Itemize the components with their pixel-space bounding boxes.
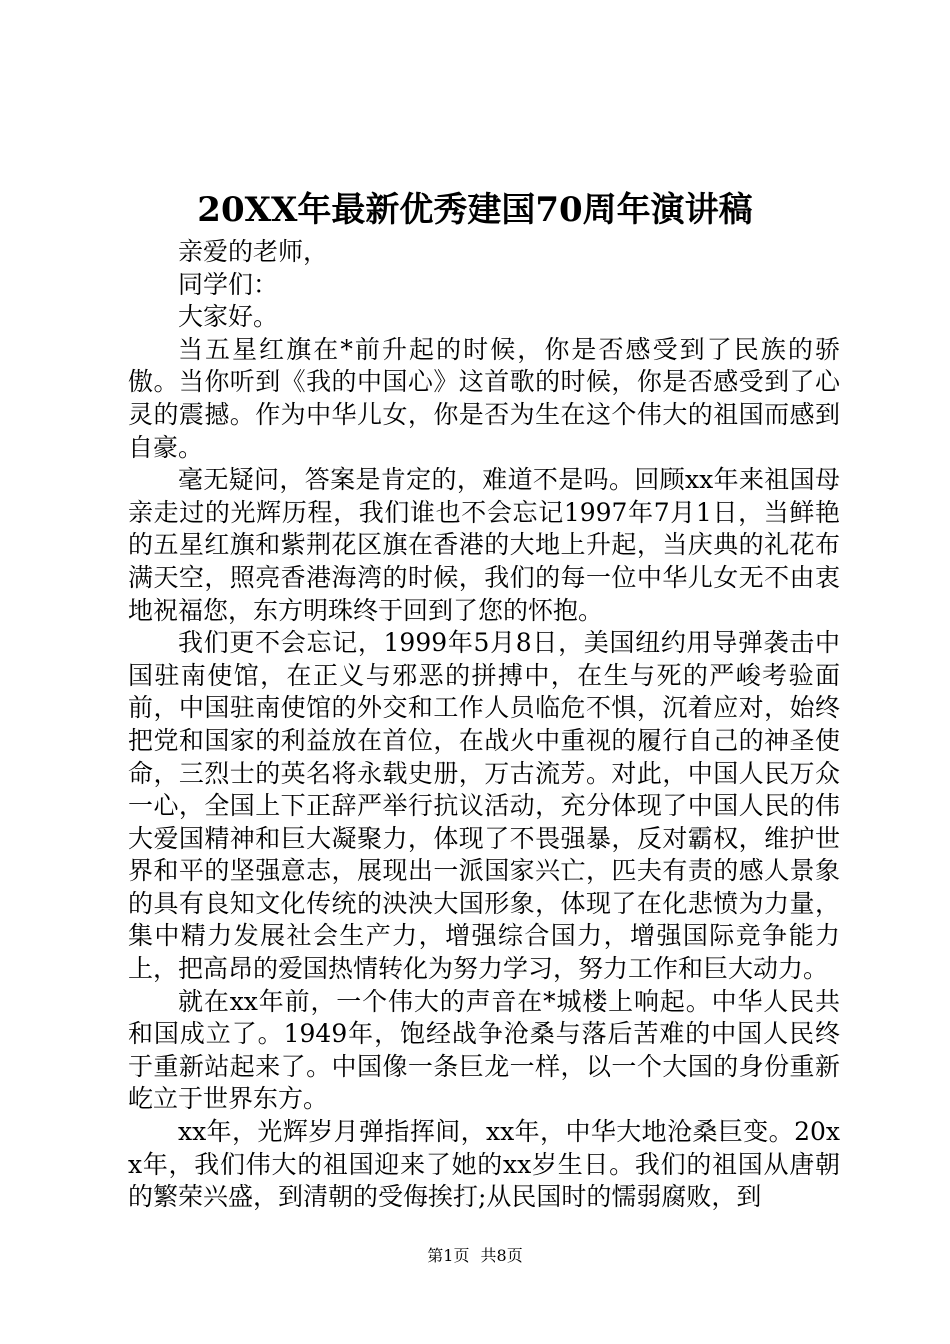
paragraph-embassy: 我们更不会忘记，1999年5月8日，美国纽约用导弹袭击中国驻南使馆，在正义与邪恶的拼搏中，在生与死的严峻考验面前，中国驻南使馆的外交和工作人员临危不惧，沉着应对，始终把党和国家的利益放在首位，在战火中重视的履行自己的神圣使命，三烈士的英名将永载史册，万古流芳。对此，中国人民万众一心，全国上下正辞严举行抗议活动，充分体现了中国人民的伟大爱国精神和巨大凝聚力，体现了不畏强暴，反对霸权，维护世界和平的坚强意志，展现出一派国家兴亡，匹夫有责的感人景象的具有良知文化传统的泱泱大国形象，体现了在化悲愤为力量，集中精力发展社会生产力，增强综合国力，增强国际竞争能力上，把高昂的爱国热情转化为努力学习，努力工作和巨大动力。 (128, 628, 840, 984)
page-total: 共8页 (480, 1246, 523, 1265)
paragraph-hongkong: 毫无疑问，答案是肯定的，难道不是吗。回顾xx年来祖国母亲走过的光辉历程，我们谁也不会忘记1997年7月1日，当鲜艳的五星红旗和紫荆花区旗在香港的大地上升起，当庆典的礼花布满天空，照亮香港海湾的时候，我们的每一位中华儿女无不由衷地祝福您，东方明珠终于回到了您的怀抱。 (128, 465, 840, 625)
paragraph-founding: 就在xx年前，一个伟大的声音在*城楼上响起。中华人民共和国成立了。1949年，饱经战争沧桑与落后苦难的中国人民终于重新站起来了。中国像一条巨龙一样，以一个大国的身份重新屹立于世界东方。 (128, 986, 840, 1114)
paragraph-greeting-students: 同学们： (178, 269, 279, 299)
page-footer (0, 1245, 950, 1267)
document-body (128, 236, 840, 1214)
paragraph-greeting-teacher: 亲爱的老师， (178, 237, 329, 266)
document-title: 20XX年最新优秀建国70周年演讲稿 (197, 190, 753, 230)
paragraph-greeting-all: 大家好。 (178, 302, 279, 332)
paragraph-flag: 当五星红旗在*前升起的时候，你是否感受到了民族的骄傲。当你听到《我的中国心》这首歌的时候，你是否感受到了心灵的震撼。作为中华儿女，你是否为生在这个伟大的祖国而感到自豪。 (128, 334, 840, 462)
paragraph-history: xx年，光辉岁月弹指挥间，xx年，中华大地沧桑巨变。20xx年，我们伟大的祖国迎来了她的xx岁生日。我们的祖国从唐朝的繁荣兴盛，到清朝的受侮挨打;从民国时的懦弱腐败，到 (128, 1117, 840, 1212)
page-number: 第1页 (427, 1246, 470, 1265)
